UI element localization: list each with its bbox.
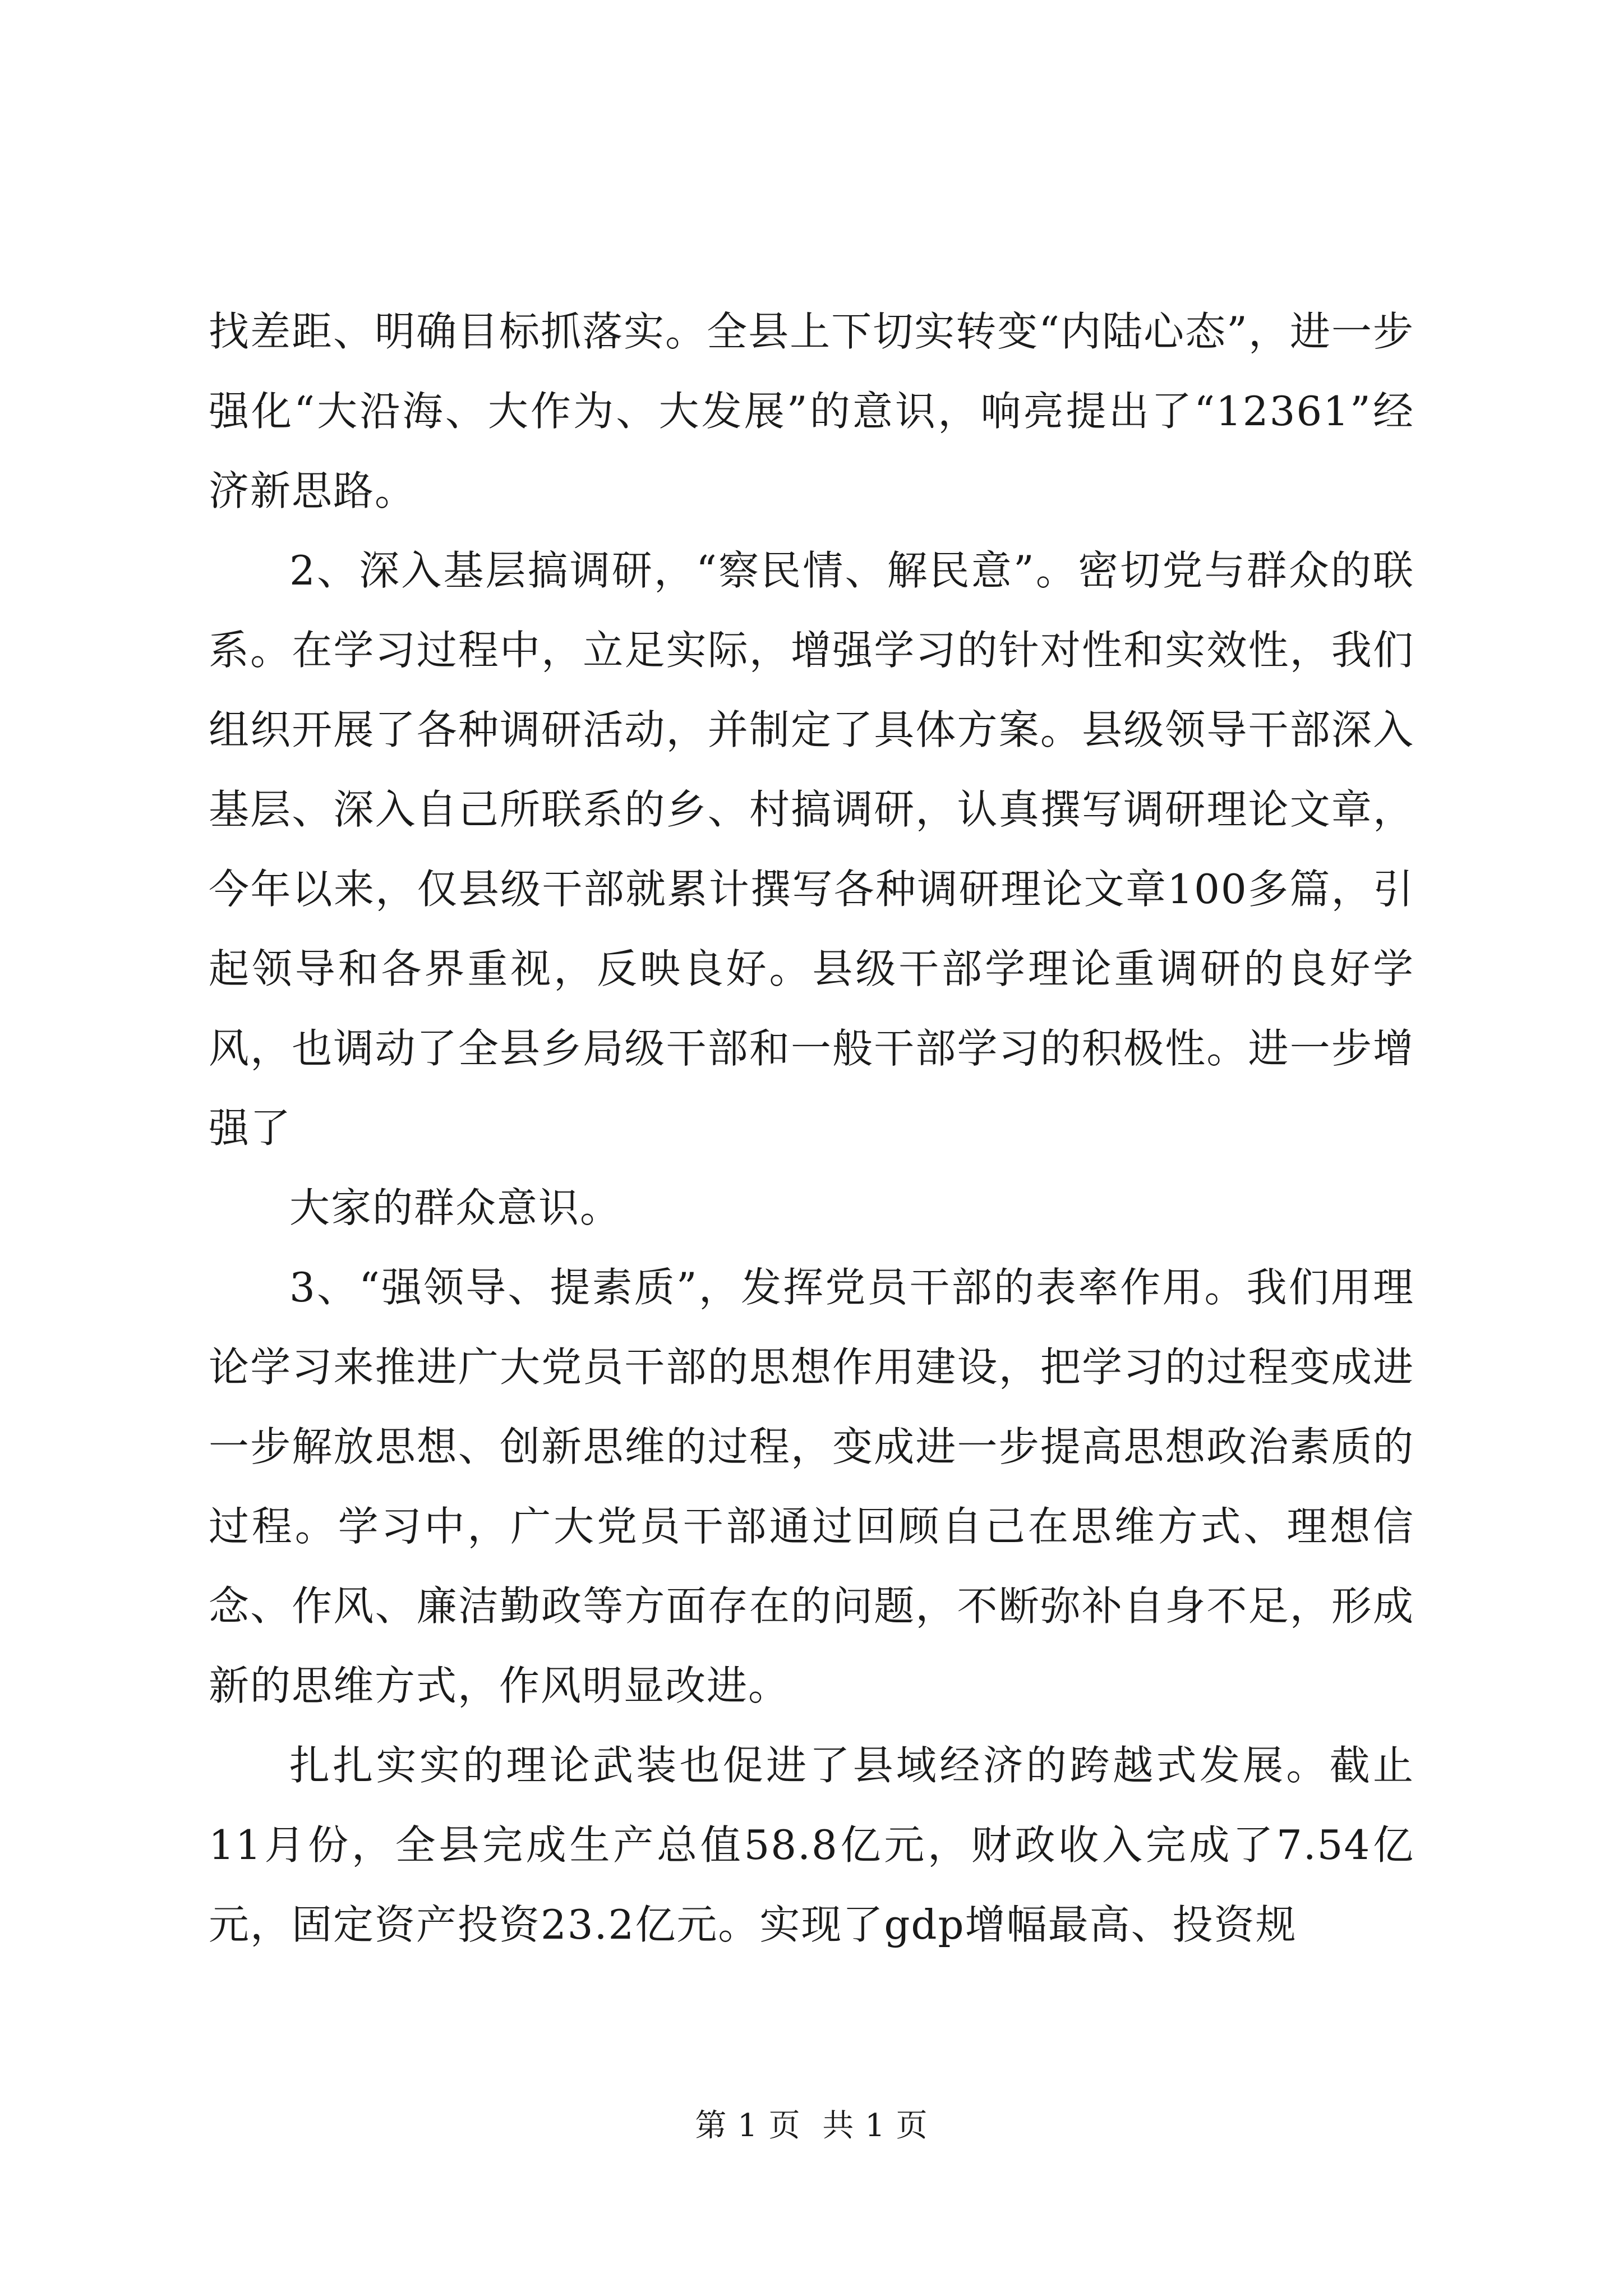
page-number: 第 1 页 bbox=[695, 2108, 801, 2144]
paragraph: 2、深入基层搞调研，“察民情、解民意”。密切党与群众的联系。在学习过程中，立足实际，增强学习的针对性和实效性，我们组织开展了各种调研活动，并制定了具体方案。县级领导干部深入基层、深入自己所联系的乡、村搞调研，认真撰写调研理论文章，今年以来，仅县级干部就累计撰写各种调研理论文章100多篇，引起领导和各界重视，反映良好。县级干部学理论重调研的良好学风，也调动了全县乡局级干部和一般干部学习的积极性。进一步增强了 bbox=[209, 547, 1414, 1152]
page-total: 共 1 页 bbox=[822, 2108, 928, 2144]
paragraph: 3、“强领导、提素质”，发挥党员干部的表率作用。我们用理论学习来推进广大党员干部的思想作用建设，把学习的过程变成进一步解放思想、创新思维的过程，变成进一步提高思想政治素质的过程。学习中，广大党员干部通过回顾自己在思维方式、理想信念、作风、廉洁勤政等方面存在的问题，不断弥补自身不足，形成新的思维方式，作风明显改进。 bbox=[209, 1264, 1414, 1709]
paragraph: 找差距、明确目标抓落实。全县上下切实转变“内陆心态”，进一步强化“大沿海、大作为、大发展”的意识，响亮提出了“12361”经济新思路。 bbox=[209, 308, 1414, 514]
paragraph: 大家的群众意识。 bbox=[289, 1184, 622, 1231]
page-footer bbox=[0, 2106, 1623, 2146]
document-body bbox=[209, 292, 1414, 1964]
paragraph: 扎扎实实的理论武装也促进了县域经济的跨越式发展。截止11月份，全县完成生产总值58.8亿元，财政收入完成了7.54亿元，固定资产投资23.2亿元。实现了gdp增幅最高、投资规 bbox=[209, 1742, 1414, 1948]
